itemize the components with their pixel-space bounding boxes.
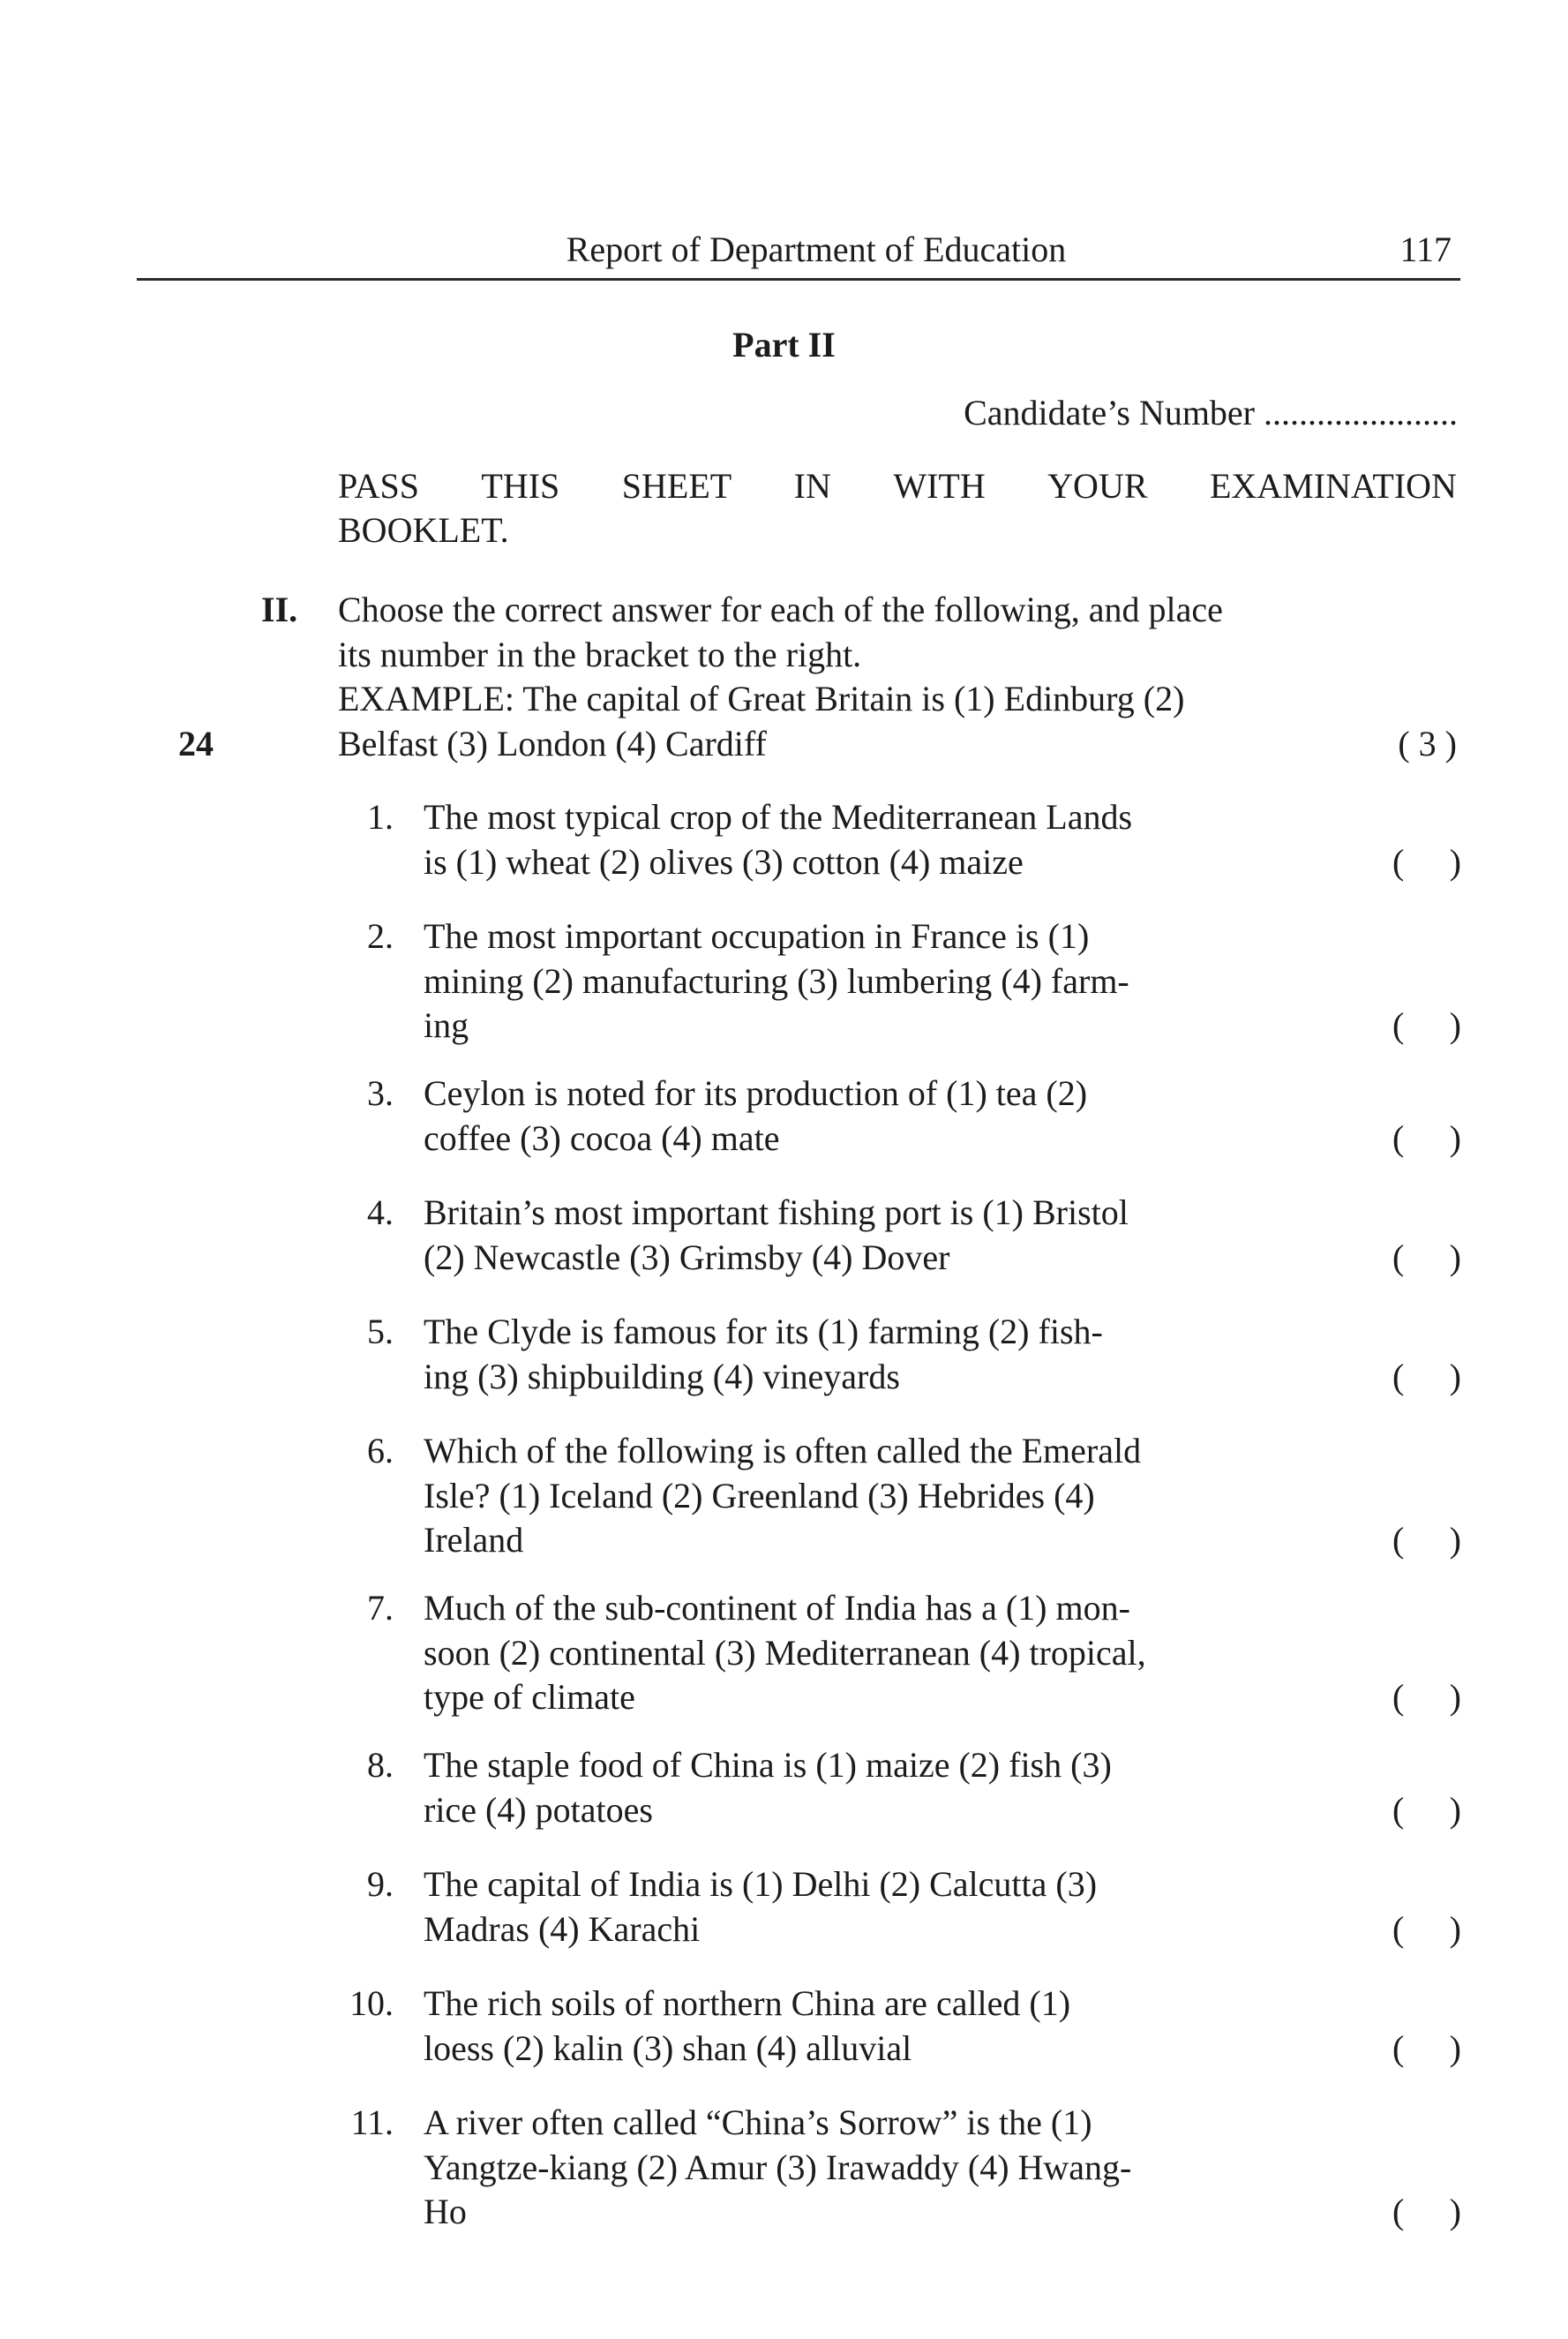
intro-line xyxy=(338,588,1457,633)
bracket-close: ) xyxy=(1449,1356,1461,1396)
question-line xyxy=(424,1788,1347,1833)
question-text xyxy=(424,1862,1347,1952)
instruction-word: EXAMINATION xyxy=(1209,466,1457,506)
answer-bracket[interactable] xyxy=(1392,1236,1461,1281)
answer-bracket[interactable] xyxy=(1392,2190,1461,2235)
bracket-open: ( xyxy=(1392,841,1405,882)
question-line xyxy=(424,1236,1347,1281)
question-line-text: type of climate xyxy=(424,1677,635,1717)
question-line-text: mining (2) manufacturing (3) lumbering (4) farm- xyxy=(424,960,1129,1001)
instruction-word: YOUR xyxy=(1047,466,1148,506)
question-line xyxy=(424,1004,1347,1049)
answer-bracket[interactable] xyxy=(1392,1788,1461,1833)
bracket-close: ) xyxy=(1449,1005,1461,1045)
question-text xyxy=(424,1982,1347,2071)
running-header xyxy=(137,225,1460,281)
answer-bracket[interactable] xyxy=(1392,1675,1461,1720)
answer-bracket[interactable] xyxy=(1392,1518,1461,1563)
question-line xyxy=(424,1072,1347,1117)
intro-line xyxy=(338,677,1457,722)
question-line xyxy=(424,1907,1347,1952)
bracket-close: ) xyxy=(1449,1908,1461,1949)
section-numeral: II. xyxy=(261,590,298,629)
question-line xyxy=(424,1982,1347,2027)
question-line-text: Yangtze-kiang (2) Amur (3) Irawaddy (4) Hwang- xyxy=(424,2147,1132,2187)
answer-bracket[interactable] xyxy=(1392,1907,1461,1952)
question-line-text: coffee (3) cocoa (4) mate xyxy=(424,1117,780,1158)
bracket-open: ( xyxy=(1392,2192,1405,2231)
answer-bracket[interactable] xyxy=(1392,1004,1461,1049)
question-text xyxy=(424,1072,1347,1161)
question-line-text: loess (2) kalin (3) shan (4) alluvial xyxy=(424,2027,912,2068)
bracket-open: ( xyxy=(1392,1237,1405,1277)
question-line-text: ing xyxy=(424,1005,469,1045)
question-line xyxy=(424,959,1347,1004)
instruction-word: IN xyxy=(793,466,831,506)
question-line-text: The capital of India is (1) Delhi (2) Calcutta (3) xyxy=(424,1864,1098,1904)
question-line-text: The most typical crop of the Mediterranean Lands xyxy=(424,797,1133,837)
question-line-text: Madras (4) Karachi xyxy=(424,1908,701,1949)
pass-sheet-instruction xyxy=(338,464,1457,553)
question-line xyxy=(424,1191,1347,1236)
section-intro xyxy=(338,588,1457,766)
running-title: Report of Department of Education xyxy=(566,229,1067,269)
answer-bracket[interactable] xyxy=(1392,840,1461,885)
question-line-text: The Clyde is famous for its (1) farming (2) fish- xyxy=(424,1312,1103,1351)
answer-bracket[interactable] xyxy=(1392,1355,1461,1400)
question-line xyxy=(424,840,1347,885)
instruction-word: THIS xyxy=(481,466,560,506)
question-text xyxy=(424,1191,1347,1280)
bracket-close: ) xyxy=(1449,2192,1461,2231)
question-text xyxy=(424,1310,1347,1399)
part-heading: Part II xyxy=(732,325,836,365)
bracket-close: ) xyxy=(1449,841,1461,882)
question-line xyxy=(424,2190,1347,2235)
example-text: Belfast (3) London (4) Cardiff xyxy=(338,723,767,763)
question-line-text: The most important occupation in France is (1) xyxy=(424,916,1090,956)
bracket-open: ( xyxy=(1392,1677,1405,1717)
answer-bracket[interactable] xyxy=(1392,1117,1461,1162)
question-line xyxy=(424,795,1347,840)
question-line-text: Britain’s most important fishing port is (1) Bristol xyxy=(424,1192,1129,1232)
question-line-text: Isle? (1) Iceland (2) Greenland (3) Hebrides (4) xyxy=(424,1475,1095,1515)
page-number: 117 xyxy=(1399,229,1452,269)
question-line xyxy=(424,1586,1347,1631)
question-number: 7. xyxy=(367,1588,394,1628)
question-text xyxy=(424,795,1347,884)
question-line-text: A river often called “China’s Sorrow” is the (1) xyxy=(424,2102,1092,2142)
question-text xyxy=(424,2101,1347,2235)
question-line xyxy=(424,2101,1347,2146)
bracket-open: ( xyxy=(1392,1520,1405,1560)
instruction-line-1 xyxy=(338,464,1457,508)
example-answer: ( 3 ) xyxy=(1398,723,1457,763)
question-line xyxy=(424,1429,1347,1474)
question-line-text: The staple food of China is (1) maize (2) fish (3) xyxy=(424,1745,1112,1785)
candidate-number-field: Candidate’s Number ...................... xyxy=(964,393,1458,432)
bracket-close: ) xyxy=(1449,2027,1461,2068)
bracket-close: ) xyxy=(1449,1789,1461,1830)
instruction-word: SHEET xyxy=(621,466,732,506)
question-line-text: The rich soils of northern China are called (1) xyxy=(424,1983,1071,2023)
bracket-close: ) xyxy=(1449,1677,1461,1717)
bracket-open: ( xyxy=(1392,1908,1405,1949)
bracket-open: ( xyxy=(1392,1005,1405,1045)
question-line xyxy=(424,1474,1347,1519)
question-line xyxy=(424,1743,1347,1788)
question-line xyxy=(424,2027,1347,2072)
question-text xyxy=(424,1743,1347,1832)
bracket-close: ) xyxy=(1449,1520,1461,1560)
question-number: 8. xyxy=(367,1745,394,1785)
question-number: 11. xyxy=(350,2102,394,2142)
question-number: 2. xyxy=(367,916,394,956)
instruction-word: WITH xyxy=(893,466,986,506)
instruction-line-2: BOOKLET. xyxy=(338,510,509,550)
instruction-word: PASS xyxy=(338,466,419,506)
intro-line: its number in the bracket to the right. xyxy=(338,634,862,674)
question-line-text: (2) Newcastle (3) Grimsby (4) Dover xyxy=(424,1237,950,1277)
question-line-text: Ceylon is noted for its production of (1) tea (2) xyxy=(424,1073,1088,1113)
intro-line-text: EXAMPLE: The capital of Great Britain is (1) Edinburg (2) xyxy=(338,679,1185,718)
question-text xyxy=(424,1586,1347,1720)
question-number: 5. xyxy=(367,1312,394,1351)
bracket-close: ) xyxy=(1449,1237,1461,1277)
question-number: 6. xyxy=(367,1431,394,1470)
question-line-text: soon (2) continental (3) Mediterranean (4) tropical, xyxy=(424,1632,1146,1673)
question-number: 10. xyxy=(349,1983,394,2023)
question-line xyxy=(424,1862,1347,1907)
question-line xyxy=(424,1675,1347,1720)
question-text xyxy=(424,914,1347,1049)
bracket-open: ( xyxy=(1392,1117,1405,1158)
margin-mark: 24 xyxy=(178,724,214,763)
question-line xyxy=(424,2146,1347,2191)
question-line-text: rice (4) potatoes xyxy=(424,1789,653,1830)
bracket-open: ( xyxy=(1392,1356,1405,1396)
bracket-close: ) xyxy=(1449,1117,1461,1158)
bracket-open: ( xyxy=(1392,1789,1405,1830)
question-line-text: ing (3) shipbuilding (4) vineyards xyxy=(424,1356,900,1396)
intro-line-text: Choose the correct answer for each of the following, and place xyxy=(338,590,1223,629)
question-line xyxy=(424,914,1347,959)
question-line-text: Much of the sub-continent of India has a (1) mon- xyxy=(424,1588,1130,1628)
question-line-text: Which of the following is often called the Emerald xyxy=(424,1431,1142,1470)
question-line xyxy=(424,1117,1347,1162)
question-line-text: is (1) wheat (2) olives (3) cotton (4) maize xyxy=(424,841,1024,882)
question-line-text: Ho xyxy=(424,2192,467,2231)
question-number: 1. xyxy=(367,797,394,837)
question-line xyxy=(424,1631,1347,1676)
question-line-text: Ireland xyxy=(424,1520,524,1560)
bracket-open: ( xyxy=(1392,2027,1405,2068)
question-number: 3. xyxy=(367,1073,394,1113)
question-text xyxy=(424,1429,1347,1563)
question-number: 9. xyxy=(367,1864,394,1904)
question-line xyxy=(424,1310,1347,1355)
question-line xyxy=(424,1518,1347,1563)
example-line xyxy=(338,722,1457,767)
answer-bracket[interactable] xyxy=(1392,2027,1461,2072)
question-number: 4. xyxy=(367,1192,394,1232)
question-line xyxy=(424,1355,1347,1400)
